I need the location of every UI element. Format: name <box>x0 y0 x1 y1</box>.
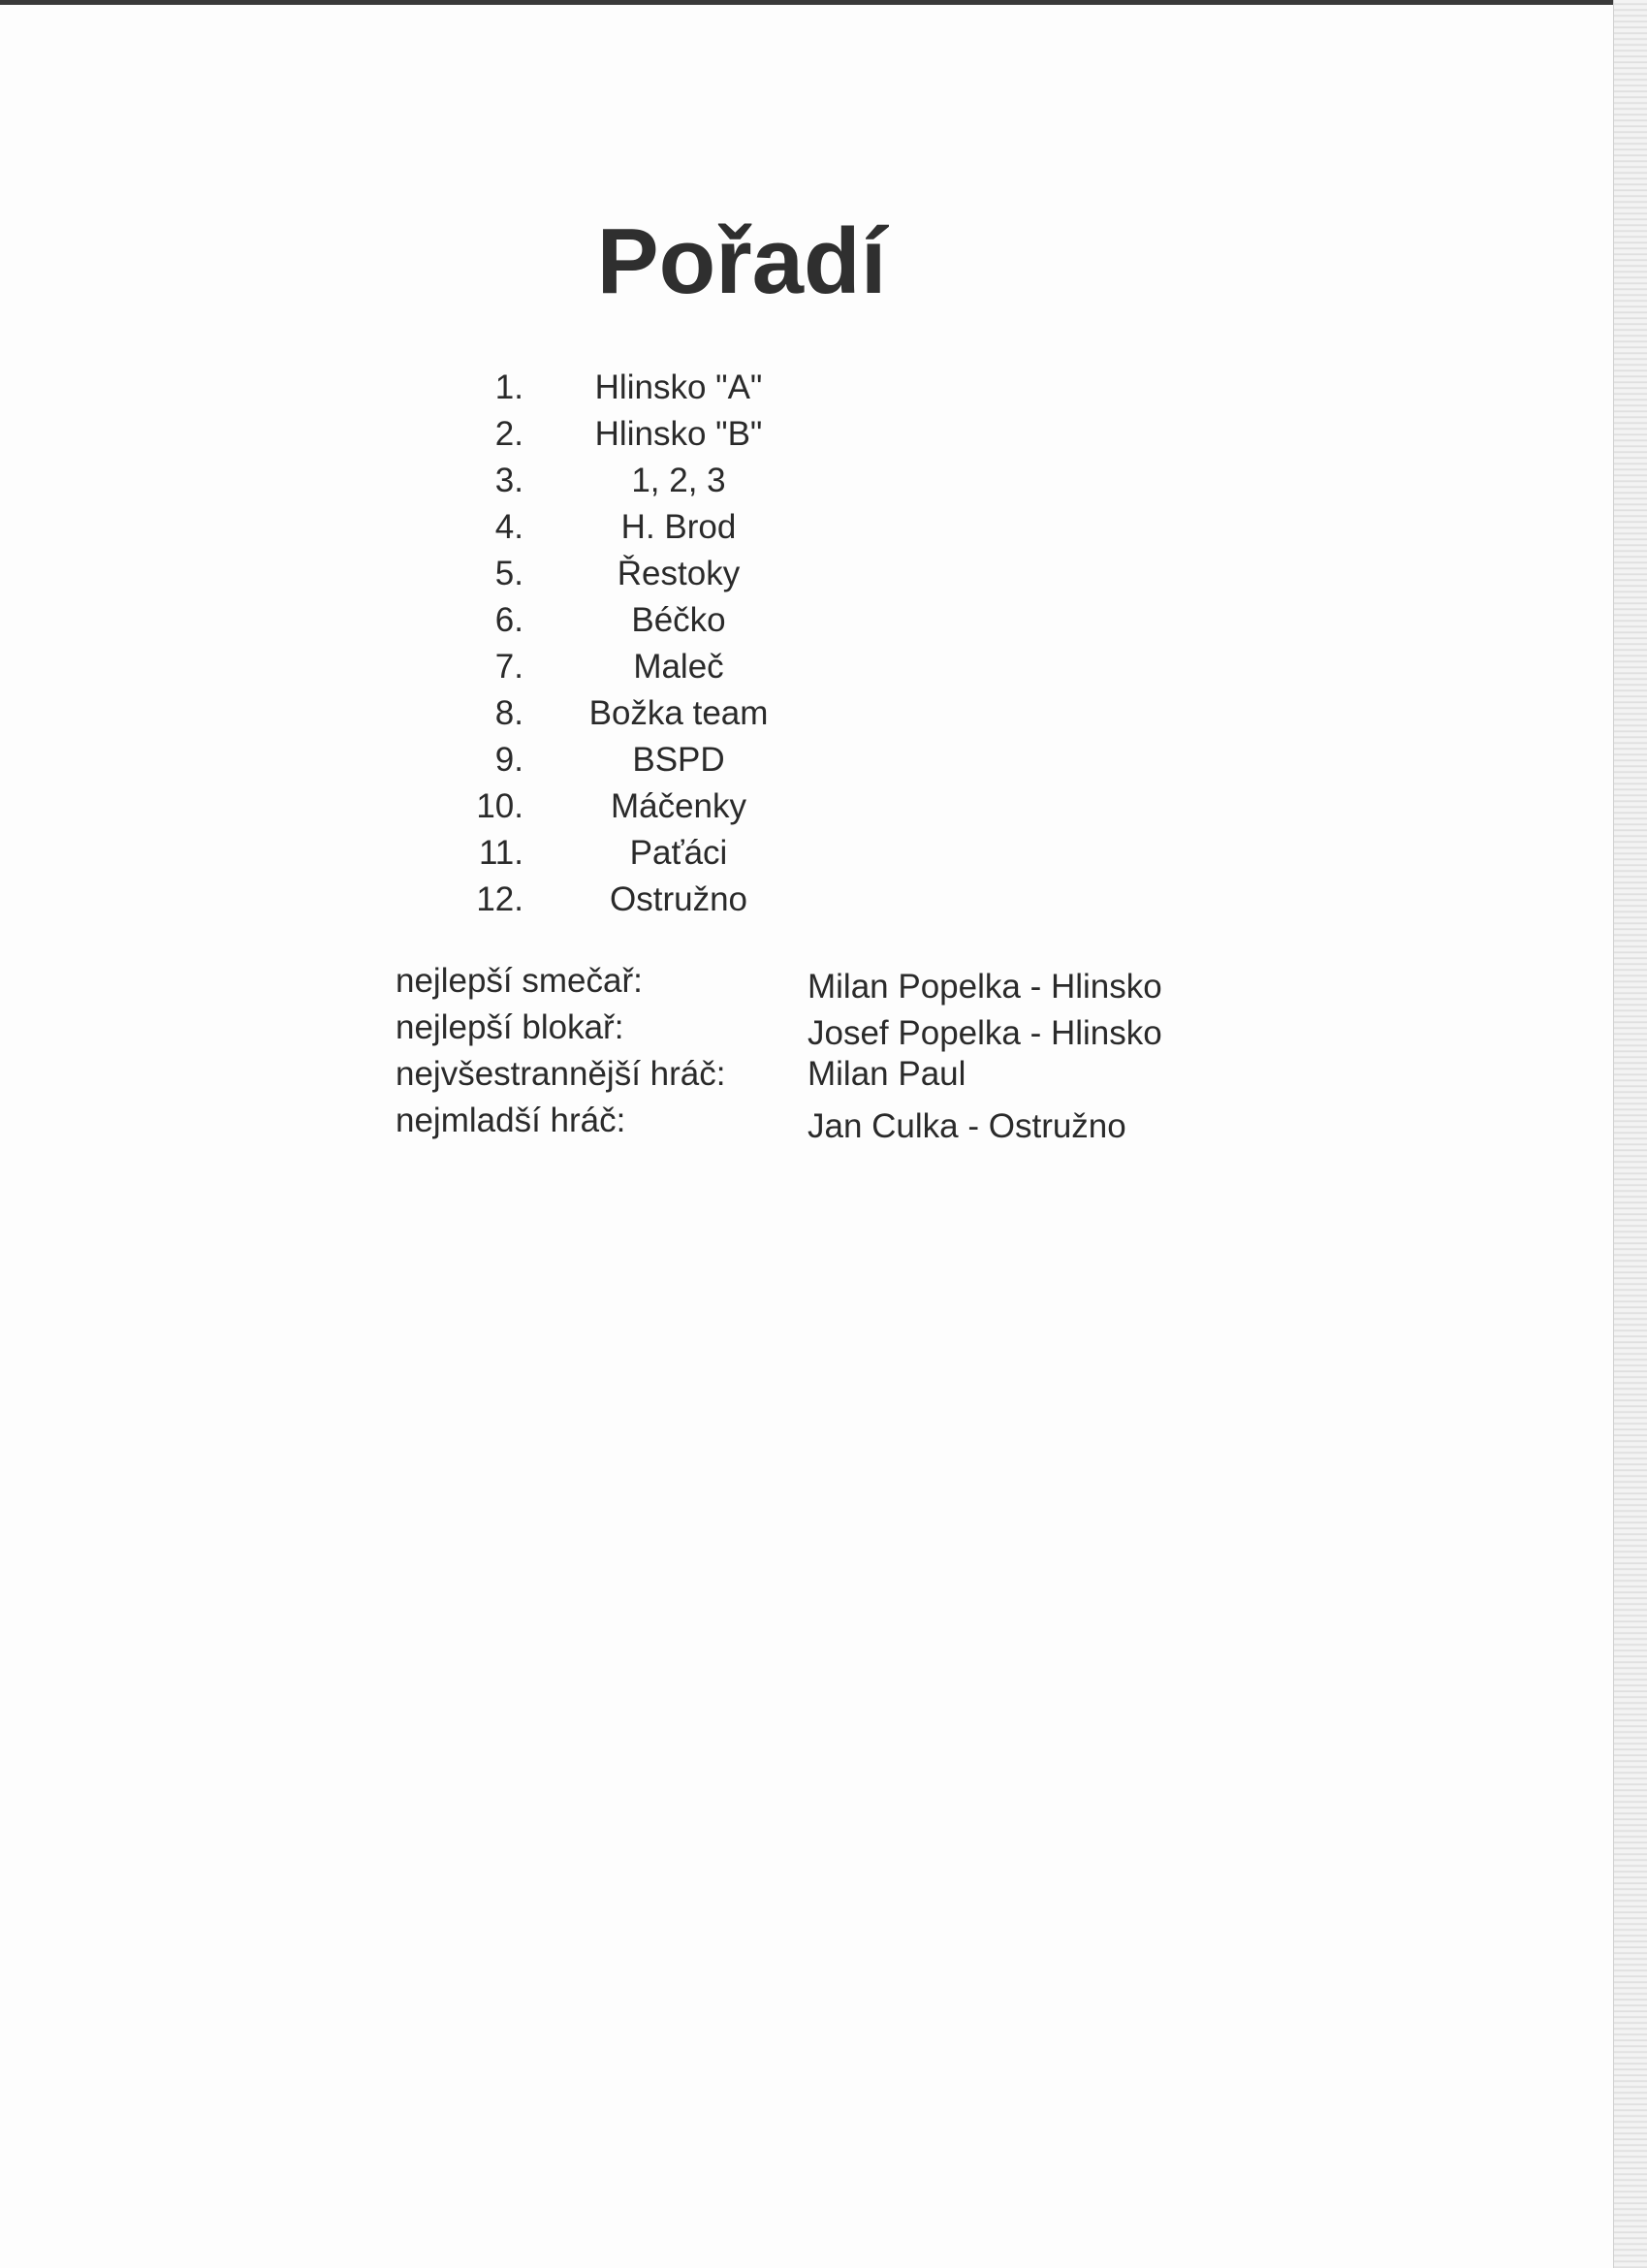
rank-team: Ostružno <box>610 880 747 918</box>
award-value: Jan Culka - Ostružno <box>808 1107 1126 1145</box>
rank-team: Hlinsko "A" <box>594 368 763 406</box>
award-value: Josef Popelka - Hlinsko <box>808 1014 1162 1052</box>
award-label: nejvšestrannější hráč: <box>396 1055 726 1093</box>
rank-team: Maleč <box>633 648 724 686</box>
rank-place: 11. <box>478 834 523 872</box>
rank-team: Hlinsko "B" <box>594 415 763 453</box>
rank-place: 1. <box>494 368 523 406</box>
ranking-row <box>427 690 911 737</box>
rank-team: 1, 2, 3 <box>631 462 726 499</box>
scan-right-edge <box>1613 0 1647 2268</box>
rank-team: Béčko <box>631 601 726 639</box>
ranking-row <box>427 783 911 830</box>
award-row <box>396 1005 1268 1051</box>
rank-team: Řestoky <box>617 555 741 592</box>
award-label: nejlepší blokař: <box>396 1008 624 1046</box>
ranking-row <box>427 877 911 923</box>
rank-place: 5. <box>494 555 523 592</box>
award-row <box>396 1051 1268 1098</box>
ranking-row <box>427 458 911 504</box>
rank-team: H. Brod <box>620 508 737 546</box>
award-value: Milan Popelka - Hlinsko <box>808 968 1162 1006</box>
ranking-row <box>427 737 911 783</box>
rank-place: 7. <box>494 648 523 686</box>
ranking-row <box>427 551 911 597</box>
award-value: Milan Paul <box>808 1055 966 1093</box>
rank-team: Paťáci <box>629 834 728 872</box>
rank-team: Máčenky <box>610 787 747 825</box>
rank-place: 9. <box>494 741 523 779</box>
awards-list <box>396 958 1268 1144</box>
award-row <box>396 958 1268 1005</box>
ranking-row <box>427 504 911 551</box>
ranking-row <box>427 365 911 411</box>
rank-team: Božka team <box>588 694 769 732</box>
award-row <box>396 1098 1268 1144</box>
scan-top-edge <box>0 0 1619 5</box>
ranking-row <box>427 830 911 877</box>
ranking-row <box>427 597 911 644</box>
rank-place: 2. <box>494 415 523 453</box>
ranking-row <box>427 644 911 690</box>
award-label: nejlepší smečař: <box>396 962 643 1000</box>
rank-place: 4. <box>494 508 523 546</box>
ranking-row <box>427 411 911 458</box>
rank-team: BSPD <box>632 741 725 779</box>
rank-place: 6. <box>494 601 523 639</box>
page-title: Pořadí <box>596 209 887 313</box>
award-label: nejmladší hráč: <box>396 1102 626 1139</box>
rank-place: 3. <box>494 462 523 499</box>
rank-place: 8. <box>494 694 523 732</box>
rank-place: 12. <box>476 880 523 918</box>
rank-place: 10. <box>476 787 523 825</box>
ranking-list <box>427 365 911 923</box>
